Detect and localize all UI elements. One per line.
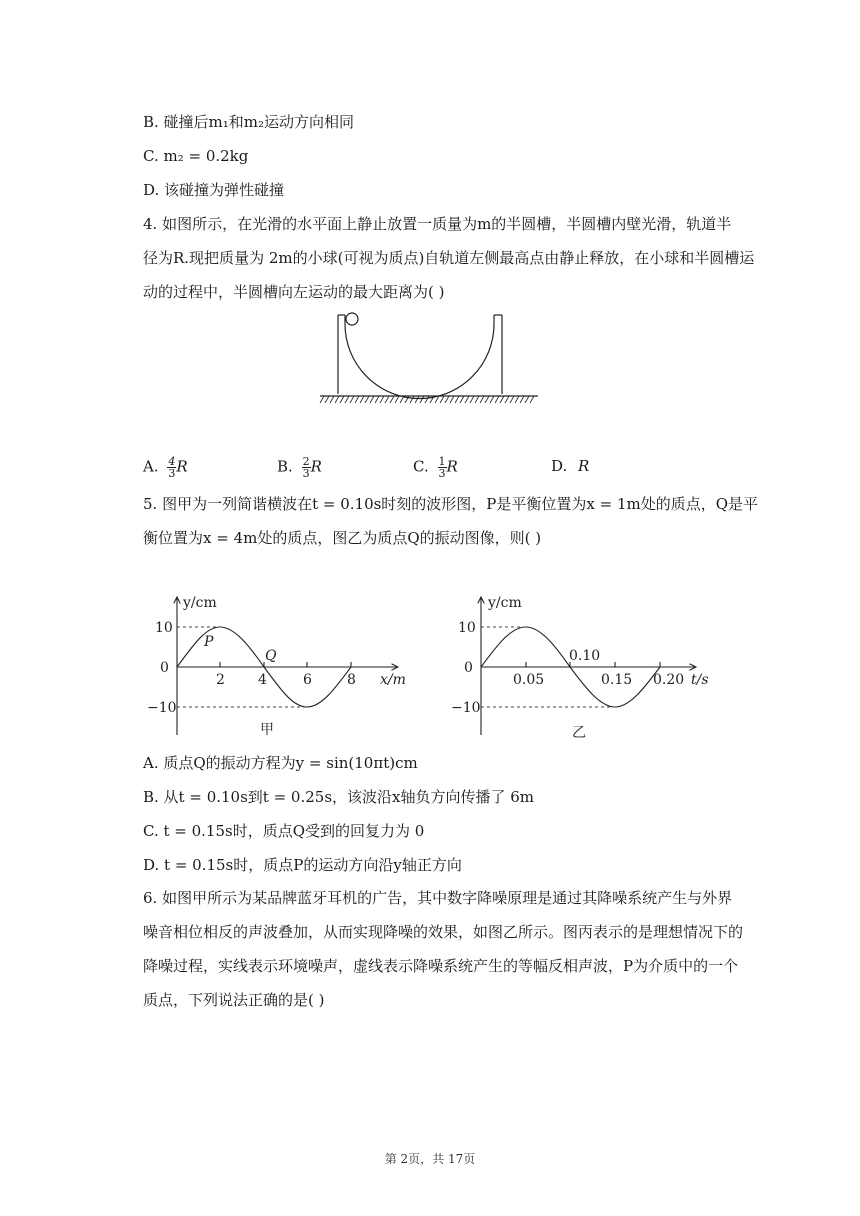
ground-hatch-mark — [320, 396, 324, 403]
ground-hatch-mark — [515, 396, 519, 403]
half-groove-figure — [316, 308, 542, 408]
q6-stem-line-2: 噪音相位相反的声波叠加，从而实现降噪的效果，如图乙所示。图丙表示的是理想情况下的 — [143, 923, 744, 941]
q4-stem-line-3: 动的过程中，半圆槽向左运动的最大距离为( ) — [143, 283, 445, 301]
ground-hatch-mark — [490, 396, 494, 403]
ground-hatch-mark — [440, 396, 444, 403]
jia-ytick-0: 0 — [160, 660, 169, 676]
ground-hatch-mark — [475, 396, 479, 403]
page-footer: 第 2页，共 17页 — [384, 1152, 476, 1166]
q6-stem-line-4: 质点，下列说法正确的是( ) — [143, 991, 325, 1009]
q5-option-a: A. 质点Q的振动方程为y = sin(10πt)cm — [143, 754, 418, 772]
q3-option-b: B. 碰撞后m₁和m₂运动方向相同 — [143, 113, 355, 131]
ground-hatch-mark — [390, 396, 394, 403]
yi-ytick-neg10: −10 — [451, 700, 481, 716]
yi-xtick-010: 0.10 — [569, 648, 601, 664]
jia-ytick-10: 10 — [155, 620, 173, 636]
yi-ytick-0: 0 — [464, 660, 473, 676]
ground-hatch-mark — [340, 396, 344, 403]
jia-ylabel: y/cm — [183, 595, 217, 611]
ground-hatch-mark — [330, 396, 334, 403]
q5-option-c: C. t = 0.15s时，质点Q受到的回复力为 0 — [143, 822, 425, 840]
ground-hatch-mark — [525, 396, 529, 403]
jia-xtick-4: 4 — [258, 672, 267, 688]
yi-ylabel: y/cm — [488, 595, 522, 611]
ground-hatch-mark — [355, 396, 359, 403]
yi-xlabel: t/s — [691, 672, 709, 688]
q5-stem-line-1: 5. 图甲为一列简谐横波在t = 0.10s时刻的波形图，P是平衡位置为x = 1m处的质点，Q是平 — [143, 495, 759, 513]
q6-stem-line-1: 6. 如图甲所示为某品牌蓝牙耳机的广告，其中数字降噪原理是通过其降噪系统产生与外界 — [143, 889, 733, 907]
ground-hatch-mark — [455, 396, 459, 403]
q6-stem-line-3: 降噪过程，实线表示环境噪声，虚线表示降噪系统产生的等幅反相声波，P为介质中的一个 — [143, 957, 739, 975]
ground-hatch-mark — [345, 396, 349, 403]
q4-option-b: B. $\frac{2}{3}$ R — [277, 455, 322, 480]
ground-hatch-mark — [380, 396, 384, 403]
jia-xtick-8: 8 — [347, 672, 356, 688]
ground-hatch-mark — [335, 396, 339, 403]
q5-option-b: B. 从t = 0.10s到t = 0.25s，该波沿x轴负方向传播了 6m — [143, 788, 535, 806]
yi-caption: 乙 — [572, 725, 586, 741]
q4-option-d: D. R — [551, 457, 590, 475]
ground-hatch-mark — [495, 396, 499, 403]
q4-options — [0, 452, 860, 482]
q3-option-d: D. 该碰撞为弹性碰撞 — [143, 181, 285, 199]
ground-hatch-mark — [375, 396, 379, 403]
q4-stem-line-2: 径为R.现把质量为 2m的小球(可视为质点)自轨道左侧最高点由静止释放，在小球和半圆槽运 — [143, 249, 755, 267]
ground-hatch-mark — [480, 396, 484, 403]
q3-option-c: C. m₂ = 0.2kg — [143, 147, 249, 165]
ground-hatch-mark — [505, 396, 509, 403]
ground-hatch-mark — [360, 396, 364, 403]
ground-hatch-mark — [425, 396, 429, 403]
ground-hatch-mark — [460, 396, 464, 403]
q5-option-d: D. t = 0.15s时，质点P的运动方向沿y轴正方向 — [143, 856, 462, 874]
vibration-graph-yi — [440, 585, 730, 745]
ground-hatch-mark — [485, 396, 489, 403]
ground-hatch-mark — [350, 396, 354, 403]
q4-stem-line-1: 4. 如图所示，在光滑的水平面上静止放置一质量为m的半圆槽，半圆槽内壁光滑，轨道半 — [143, 215, 732, 233]
ground-hatch-mark — [365, 396, 369, 403]
jia-xtick-2: 2 — [216, 672, 225, 688]
ground-hatch-mark — [450, 396, 454, 403]
wave-graph-jia — [140, 585, 420, 745]
ground-hatch-mark — [530, 396, 534, 403]
jia-caption: 甲 — [260, 722, 274, 738]
yi-xtick-015: 0.15 — [601, 672, 633, 688]
jia-label-q: Q — [265, 648, 277, 664]
ground-hatch-mark — [410, 396, 414, 403]
q4-option-a: A. $\frac{4}{3}$ R — [143, 455, 188, 480]
ground-hatch-mark — [465, 396, 469, 403]
ground-hatch-mark — [325, 396, 329, 403]
q4-option-c: C. $\frac{1}{3}$ R — [413, 455, 458, 480]
yi-ytick-10: 10 — [458, 620, 476, 636]
ground-hatch-mark — [510, 396, 514, 403]
ground-hatch-mark — [415, 396, 419, 403]
jia-ytick-neg10: −10 — [147, 700, 177, 716]
ground-hatch-mark — [385, 396, 389, 403]
ground-hatch-mark — [420, 396, 424, 403]
q5-stem-line-2: 衡位置为x = 4m处的质点，图乙为质点Q的振动图像，则( ) — [143, 529, 542, 547]
jia-label-p: P — [204, 634, 214, 650]
jia-xlabel: x/m — [380, 672, 406, 688]
ground-hatch-mark — [470, 396, 474, 403]
yi-xtick-020: 0.20 — [653, 672, 685, 688]
ground-hatch-mark — [370, 396, 374, 403]
jia-xtick-6: 6 — [303, 672, 312, 688]
ground-hatch-mark — [445, 396, 449, 403]
yi-xtick-005: 0.05 — [513, 672, 545, 688]
ground-hatch-mark — [395, 396, 399, 403]
ground-hatch-mark — [500, 396, 504, 403]
ground-hatch-mark — [520, 396, 524, 403]
